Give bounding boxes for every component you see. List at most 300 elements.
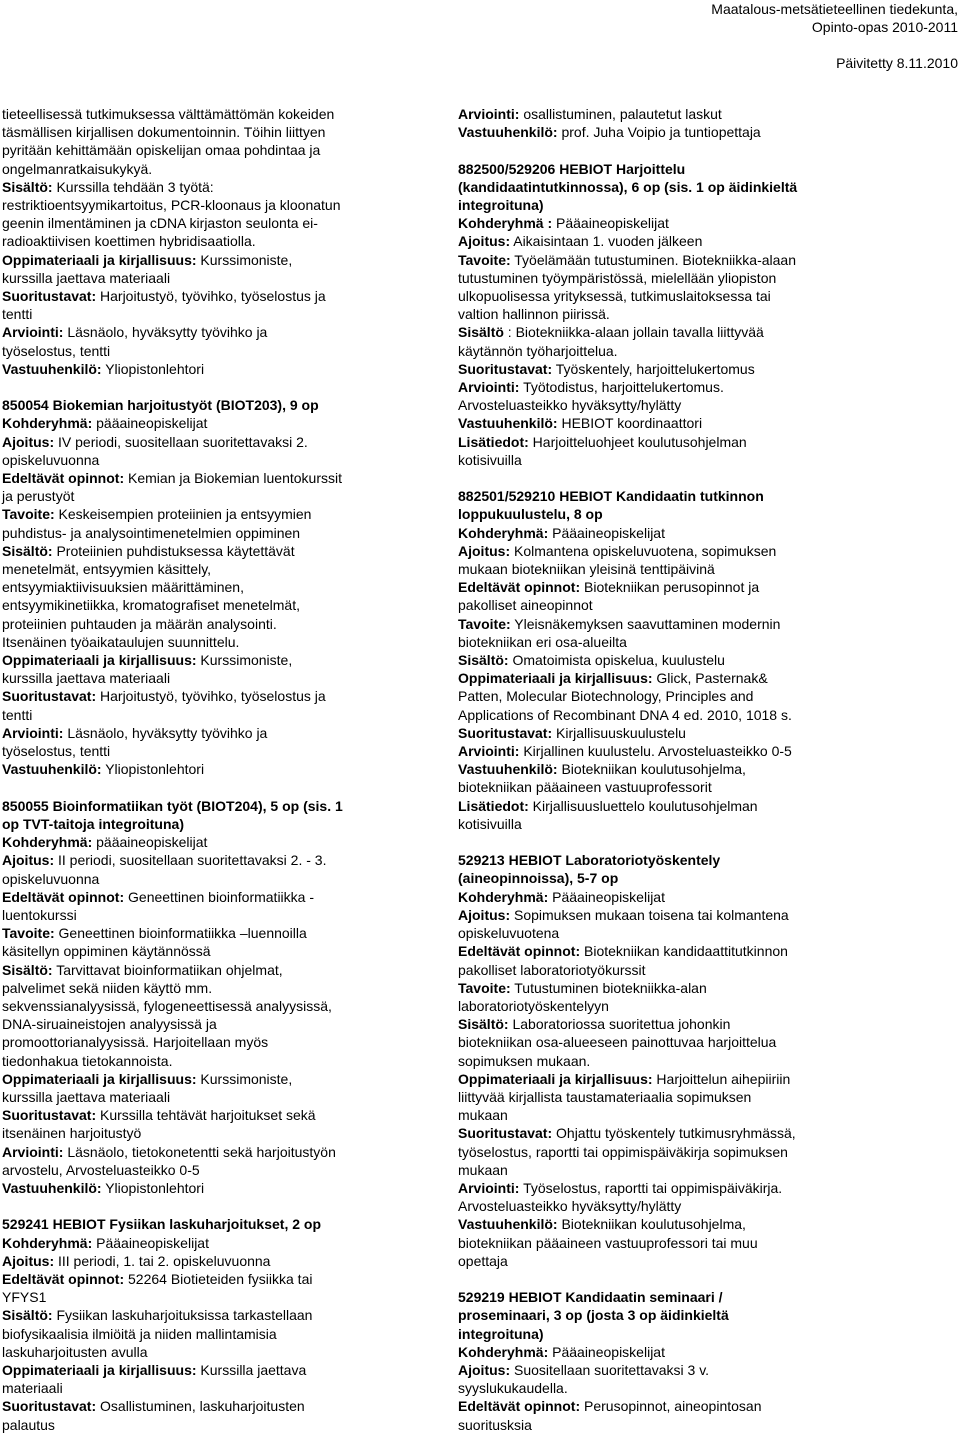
- field-label: Ajoitus:: [458, 1361, 511, 1378]
- text-line: [2, 924, 397, 942]
- text-line: [458, 1143, 858, 1161]
- text-line: [2, 760, 397, 778]
- field-text: Geneettinen bioinformatiikka –luennoilla: [54, 925, 307, 942]
- field-label: Oppimateriaali ja kirjallisuus:: [458, 1070, 653, 1087]
- text-line: [458, 269, 858, 287]
- text-line: [458, 1416, 858, 1434]
- field-label: Edeltävät opinnot:: [458, 1398, 581, 1415]
- field-label: Oppimateriaali ja kirjallisuus:: [458, 670, 653, 687]
- field-label: Edeltävät opinnot:: [458, 943, 581, 960]
- field-label: Kohderyhmä:: [2, 834, 93, 851]
- guide-title: Opinto-opas 2010-2011: [811, 19, 958, 35]
- field-text: Kurssilla tehdään 3 työtä:: [52, 178, 214, 195]
- text-line: [2, 414, 397, 432]
- text-line: [2, 578, 397, 596]
- field-label: Arviointi:: [458, 106, 520, 122]
- text-line: [458, 524, 858, 542]
- text-line: [458, 451, 858, 469]
- text-line: [2, 1015, 397, 1033]
- field-label: Edeltävät opinnot:: [2, 888, 125, 905]
- course-block: [2, 105, 397, 378]
- field-text: Laboratoriossa suoritettua johonkin: [508, 1016, 731, 1033]
- field-label: Vastuuhenkilö:: [2, 360, 102, 377]
- field-text: käytännön työharjoittelua.: [458, 342, 618, 359]
- field-text: Perusopinnot, aineopintosan: [580, 1398, 762, 1415]
- field-label: Sisältö:: [2, 178, 53, 195]
- page-header: [558, 0, 958, 72]
- text-line: [2, 1161, 397, 1179]
- field-text: proteiinien puhtauden ja määrän analysointi.: [2, 615, 277, 632]
- text-line: [458, 888, 858, 906]
- text-line: [2, 942, 397, 960]
- field-label: Suoritustavat:: [2, 288, 97, 305]
- field-text: kurssilla jaettava materiaali: [2, 670, 171, 687]
- text-line: [2, 1033, 397, 1051]
- field-text: pyritään kehittämään opiskelijan omaa pohdintaa ja: [2, 142, 321, 159]
- field-text: mukaan: [458, 1161, 508, 1178]
- text-line: [2, 979, 397, 997]
- field-label: integroituna): [458, 197, 544, 213]
- field-text: Läsnäolo, tietokonetentti sekä harjoitustyön: [63, 1143, 336, 1160]
- field-text: biotekniikan pääaineen vastuuprofessori tai muu: [458, 1234, 758, 1251]
- text-line: [458, 651, 858, 669]
- field-label: Suoritustavat:: [458, 1125, 553, 1142]
- text-line: [458, 251, 858, 269]
- text-line: [2, 323, 397, 341]
- field-text: Tarvittavat bioinformatiikan ohjelmat,: [52, 961, 283, 978]
- updated-date: Päivitetty 8.11.2010: [836, 55, 958, 71]
- field-text: Tutustuminen biotekniikka-alan: [510, 979, 707, 996]
- block-spacer: [2, 1197, 397, 1215]
- field-label: 882501/529210 HEBIOT Kandidaatin tutkinnon: [458, 488, 764, 505]
- field-text: Fysiikan laskuharjoituksissa tarkastellaan: [52, 1307, 313, 1324]
- field-text: Biotekniikan perusopinnot ja: [580, 579, 760, 596]
- text-line: [458, 633, 858, 651]
- course-block: [458, 160, 858, 469]
- field-text: arvostelu, Arvosteluasteikko 0-5: [2, 1161, 200, 1178]
- text-line: [2, 906, 397, 924]
- field-text: Pääaineopiskelijat: [548, 1343, 665, 1360]
- text-line: [458, 287, 858, 305]
- text-line: [458, 1306, 858, 1324]
- field-label: Tavoite:: [458, 615, 511, 632]
- field-text: tentti: [2, 706, 33, 723]
- text-line: [2, 214, 397, 232]
- text-line: [458, 1052, 858, 1070]
- text-line: [2, 888, 397, 906]
- text-line: [458, 105, 858, 123]
- faculty-title: Maatalous-metsätieteellinen tiedekunta,: [711, 1, 958, 17]
- text-line: [2, 196, 397, 214]
- text-line: [458, 323, 858, 341]
- field-text: Kolmantena opiskeluvuotena, sopimuksen: [510, 542, 777, 559]
- text-line: [458, 433, 858, 451]
- field-text: Läsnäolo, hyväksytty työvihko ja: [63, 724, 268, 741]
- field-text: Ohjattu työskentely tutkimusryhmässä,: [552, 1125, 796, 1142]
- text-line: [2, 833, 397, 851]
- left-column: [2, 105, 397, 1434]
- course-block: [2, 1215, 397, 1433]
- text-line: [458, 1361, 858, 1379]
- text-line: [458, 505, 858, 523]
- field-text: IV periodi, suositellaan suoritettavaksi 2.: [54, 433, 308, 450]
- field-label: Oppimateriaali ja kirjallisuus:: [2, 251, 197, 268]
- field-label: Arviointi:: [458, 379, 520, 396]
- field-label: Suoritustavat:: [2, 688, 97, 705]
- field-text: tutustuminen työympäristössä, mielellään yliopiston: [458, 269, 777, 286]
- text-line: [2, 1325, 397, 1343]
- text-line: [458, 578, 858, 596]
- text-line: [458, 1325, 858, 1343]
- text-line: [458, 160, 858, 178]
- field-label: Sisältö: [458, 324, 504, 341]
- field-text: promoottorianalyysissä. Harjoitellaan myös: [2, 1034, 269, 1051]
- text-line: [458, 1124, 858, 1142]
- field-text: Harjoittelun aihepiiriin: [652, 1070, 791, 1087]
- field-label: Vastuuhenkilö:: [2, 1179, 102, 1196]
- block-spacer: [458, 469, 858, 487]
- field-label: Arviointi:: [2, 324, 64, 341]
- block-spacer: [2, 779, 397, 797]
- field-text: Työskentely, harjoittelukertomus: [552, 360, 755, 377]
- field-text: restriktioentsyymikartoitus, PCR-kloonaus ja kloonatun: [2, 197, 341, 214]
- field-text: pääaineopiskelijat: [92, 415, 208, 432]
- text-line: [458, 851, 858, 869]
- text-line: [458, 1161, 858, 1179]
- field-text: osallistuminen, palautetut laskut: [519, 106, 722, 122]
- field-label: Suoritustavat:: [458, 360, 553, 377]
- field-text: Pääaineopiskelijat: [548, 524, 665, 541]
- field-text: 52264 Biotieteiden fysiikka tai: [124, 1270, 313, 1287]
- field-text: luentokurssi: [2, 906, 77, 923]
- field-label: Kohderyhmä :: [458, 215, 553, 232]
- field-text: Applications of Recombinant DNA 4 ed. 2010, 1018 s.: [458, 706, 792, 723]
- text-line: [2, 1361, 397, 1379]
- field-text: biofysikaalisia ilmiöitä ja niiden mallintamisia: [2, 1325, 277, 1342]
- field-text: Harjoitustyö, työvihko, työselostus ja: [96, 688, 326, 705]
- text-line: [458, 961, 858, 979]
- course-block: [458, 105, 858, 141]
- field-text: DNA-siruaineistojen analyysissä ja: [2, 1016, 217, 1033]
- field-text: entsyymikinetiikka, kromatografiset menetelmät,: [2, 597, 300, 614]
- text-line: [2, 997, 397, 1015]
- field-text: opiskeluvuonna: [2, 870, 100, 887]
- field-label: Kohderyhmä:: [458, 1343, 549, 1360]
- text-line: [2, 251, 397, 269]
- field-text: ulkopuolisessa yrityksessä, tutkimuslaitoksessa tai: [458, 288, 771, 305]
- field-text: Pääaineopiskelijat: [552, 215, 669, 232]
- field-text: geenin ilmentäminen ja cDNA kirjaston seulonta ei-: [2, 215, 318, 232]
- text-line: [2, 742, 397, 760]
- text-line: [458, 560, 858, 578]
- text-line: [458, 396, 858, 414]
- text-line: [2, 1234, 397, 1252]
- course-block: [2, 797, 397, 1197]
- text-line: [2, 870, 397, 888]
- text-line: [458, 1397, 858, 1415]
- text-line: [458, 1179, 858, 1197]
- field-text: Sopimuksen mukaan toisena tai kolmantena: [510, 906, 789, 923]
- text-line: [458, 123, 858, 141]
- text-line: [2, 961, 397, 979]
- field-text: tiedonhakua tietokannoista.: [2, 1052, 173, 1069]
- field-text: itsenäinen harjoitustyö: [2, 1125, 142, 1142]
- field-label: Ajoitus:: [458, 233, 511, 250]
- field-text: : Biotekniikka-alaan jollain tavalla liittyvää: [503, 324, 764, 341]
- field-label: Ajoitus:: [2, 433, 55, 450]
- field-label: op TVT-taitoja integroituna): [2, 815, 184, 832]
- field-text: mukaan biotekniikan yleisinä tenttipäivinä: [458, 561, 715, 578]
- text-line: [458, 742, 858, 760]
- field-label: Vastuuhenkilö:: [2, 761, 102, 778]
- text-line: [458, 1033, 858, 1051]
- field-text: Kirjallinen kuulustelu. Arvosteluasteikko 0-5: [519, 743, 792, 760]
- field-text: biotekniikan osa-alueeseen painottuvaa harjoittelua: [458, 1034, 777, 1051]
- field-label: Kohderyhmä:: [458, 888, 549, 905]
- field-label: Suoritustavat:: [2, 1107, 97, 1124]
- field-text: Työselostus, raportti tai oppimispäiväkirja.: [519, 1179, 783, 1196]
- block-spacer: [458, 141, 858, 159]
- field-text: Yliopistonlehtori: [101, 1179, 205, 1196]
- field-label: 529213 HEBIOT Laboratoriotyöskentely: [458, 852, 721, 869]
- text-line: [458, 997, 858, 1015]
- text-line: [2, 1252, 397, 1270]
- field-label: Kohderyhmä:: [2, 1234, 93, 1251]
- field-label: Edeltävät opinnot:: [2, 1270, 125, 1287]
- text-line: [458, 669, 858, 687]
- field-label: Suoritustavat:: [458, 724, 553, 741]
- field-text: HEBIOT koordinaattori: [557, 415, 703, 432]
- text-line: [2, 123, 397, 141]
- text-line: [458, 596, 858, 614]
- text-line: [2, 305, 397, 323]
- text-line: [458, 778, 858, 796]
- field-label: 529241 HEBIOT Fysiikan laskuharjoitukset, 2 op: [2, 1216, 322, 1233]
- course-block: [458, 851, 858, 1270]
- text-line: [2, 1052, 397, 1070]
- right-column: [458, 105, 858, 1434]
- text-line: [2, 633, 397, 651]
- field-text: Arvosteluasteikko hyväksytty/hylätty: [458, 397, 682, 414]
- field-text: Harjoitustyö, työvihko, työselostus ja: [96, 288, 326, 305]
- field-text: Kurssimoniste,: [196, 251, 293, 268]
- field-text: täsmällisen kirjallisen dokumentoinnin. Töihin liittyen: [2, 124, 326, 141]
- field-text: biotekniikan pääaineen vastuuprofessorit: [458, 779, 712, 796]
- text-line: [458, 924, 858, 942]
- text-line: [2, 851, 397, 869]
- text-line: [458, 869, 858, 887]
- field-text: Pääaineopiskelijat: [92, 1234, 209, 1251]
- field-label: Vastuuhenkilö:: [458, 415, 558, 432]
- field-text: Biotekniikan koulutusohjelma,: [557, 761, 746, 778]
- field-text: pääaineopiskelijat: [92, 834, 208, 851]
- field-label: (aineopinnoissa), 5-7 op: [458, 870, 619, 887]
- field-text: Osallistuminen, laskuharjoitusten: [96, 1398, 305, 1415]
- field-label: Edeltävät opinnot:: [2, 470, 125, 487]
- field-text: Yliopistonlehtori: [101, 360, 205, 377]
- text-line: [458, 815, 858, 833]
- course-block: [2, 396, 397, 778]
- field-label: Ajoitus:: [2, 1252, 55, 1269]
- text-line: [2, 1088, 397, 1106]
- text-line: [2, 1124, 397, 1142]
- text-line: [2, 596, 397, 614]
- field-label: Suoritustavat:: [2, 1398, 97, 1415]
- field-label: Tavoite:: [2, 506, 55, 523]
- field-text: syyslukukaudella.: [458, 1380, 568, 1397]
- field-label: Vastuuhenkilö:: [458, 124, 558, 141]
- text-line: [2, 396, 397, 414]
- field-label: Sisältö:: [458, 652, 509, 669]
- text-line: [458, 232, 858, 250]
- field-text: Biotekniikan kandidaattitutkinnon: [580, 943, 788, 960]
- field-label: Lisätiedot:: [458, 797, 529, 814]
- text-line: [458, 1252, 858, 1270]
- field-text: palautus: [2, 1416, 55, 1433]
- text-line: [2, 160, 397, 178]
- field-text: opettaja: [458, 1252, 508, 1269]
- text-line: [458, 1343, 858, 1361]
- field-text: menetelmät, entsyymien käsittely,: [2, 561, 212, 578]
- field-text: Itsenäinen työaikataulujen suunnittelu.: [2, 633, 240, 650]
- text-line: [2, 1379, 397, 1397]
- text-line: [458, 487, 858, 505]
- field-text: sekvenssianalyysissä, fylogeneettisessä analyysissä,: [2, 997, 332, 1014]
- text-line: [2, 815, 397, 833]
- text-line: [458, 1288, 858, 1306]
- field-text: Yliopistonlehtori: [101, 761, 205, 778]
- field-label: Sisältö:: [2, 542, 53, 559]
- text-line: [2, 797, 397, 815]
- field-text: Pääaineopiskelijat: [548, 888, 665, 905]
- field-text: valtion hallinnon piirissä.: [458, 306, 610, 323]
- text-line: [458, 1070, 858, 1088]
- text-line: [2, 687, 397, 705]
- field-label: Sisältö:: [2, 961, 53, 978]
- field-text: Harjoitteluohjeet koulutusohjelman: [528, 433, 747, 450]
- field-text: tieteellisessä tutkimuksessa välttämättömän kokeiden: [2, 106, 335, 122]
- field-label: Oppimateriaali ja kirjallisuus:: [2, 1070, 197, 1087]
- field-text: käsitellyn oppiminen käytännössä: [2, 943, 211, 960]
- field-label: 882500/529206 HEBIOT Harjoittelu: [458, 160, 686, 177]
- field-label: proseminaari, 3 op (josta 3 op äidinkieltä: [458, 1307, 729, 1324]
- text-line: [458, 1197, 858, 1215]
- field-label: integroituna): [458, 1325, 544, 1342]
- field-text: työselostus, raportti tai oppimispäiväkirja sopimuksen: [458, 1143, 788, 1160]
- text-line: [2, 141, 397, 159]
- field-text: YFYS1: [2, 1289, 47, 1306]
- field-text: suoritusksia: [458, 1416, 532, 1433]
- text-line: [2, 706, 397, 724]
- text-line: [458, 360, 858, 378]
- field-text: III periodi, 1. tai 2. opiskeluvuonna: [54, 1252, 271, 1269]
- text-line: [458, 724, 858, 742]
- field-label: 850055 Bioinformatiikan työt (BIOT204), 5 op (sis. 1: [2, 797, 343, 814]
- text-line: [2, 451, 397, 469]
- text-line: [458, 1234, 858, 1252]
- text-line: [2, 560, 397, 578]
- field-text: mukaan: [458, 1107, 508, 1124]
- text-line: [458, 305, 858, 323]
- field-text: radioaktiivisen koettimen hybridisaatiolla.: [2, 233, 256, 250]
- text-line: [458, 942, 858, 960]
- field-text: Keskeisempien proteiinien ja entsyymien: [54, 506, 312, 523]
- text-line: [2, 269, 397, 287]
- text-line: [2, 524, 397, 542]
- field-text: tentti: [2, 306, 33, 323]
- block-spacer: [2, 378, 397, 396]
- field-text: opiskeluvuonna: [2, 451, 100, 468]
- field-text: palvelimet sekä niiden käyttö mm.: [2, 979, 213, 996]
- text-line: [458, 906, 858, 924]
- field-text: laskuharjoitusten avulla: [2, 1343, 148, 1360]
- text-line: [458, 1215, 858, 1233]
- text-line: [458, 1088, 858, 1106]
- field-label: Tavoite:: [458, 979, 511, 996]
- field-text: Patten, Molecular Biotechnology, Principles and: [458, 688, 754, 705]
- block-spacer: [458, 833, 858, 851]
- text-line: [2, 1106, 397, 1124]
- text-line: [2, 724, 397, 742]
- field-text: kurssilla jaettava materiaali: [2, 1088, 171, 1105]
- text-line: [2, 1179, 397, 1197]
- field-label: Arviointi:: [2, 724, 64, 741]
- field-text: pakolliset laboratoriotyökurssit: [458, 961, 646, 978]
- text-line: [458, 615, 858, 633]
- field-label: Sisältö:: [458, 1016, 509, 1033]
- field-text: työselostus, tentti: [2, 342, 111, 359]
- text-line: [458, 542, 858, 560]
- text-line: [458, 1379, 858, 1397]
- field-label: Vastuuhenkilö:: [458, 761, 558, 778]
- field-text: Kurssilla tehtävät harjoitukset sekä: [96, 1107, 316, 1124]
- field-text: entsyymiaktiivisuuksien määrittäminen,: [2, 579, 244, 596]
- field-text: Omatoimista opiskelua, kuulustelu: [508, 652, 725, 669]
- field-text: Kurssimoniste,: [196, 1070, 293, 1087]
- field-label: Edeltävät opinnot:: [458, 579, 581, 596]
- text-line: [2, 1397, 397, 1415]
- field-text: II periodi, suositellaan suoritettavaksi 2. - 3.: [54, 852, 327, 869]
- text-line: [2, 487, 397, 505]
- course-block: [458, 487, 858, 833]
- field-label: Tavoite:: [458, 251, 511, 268]
- field-text: Läsnäolo, hyväksytty työvihko ja: [63, 324, 268, 341]
- field-text: Työelämään tutustuminen. Biotekniikka-alaan: [510, 251, 796, 268]
- field-label: Tavoite:: [2, 925, 55, 942]
- field-text: biotekniikan eri osa-alueilta: [458, 633, 627, 650]
- field-text: Yleisnäkemyksen saavuttaminen modernin: [510, 615, 781, 632]
- text-line: [2, 1070, 397, 1088]
- field-label: Vastuuhenkilö:: [458, 1216, 558, 1233]
- text-line: [2, 1288, 397, 1306]
- field-label: (kandidaatintutkinnossa), 6 op (sis. 1 op äidinkieltä: [458, 178, 798, 195]
- text-line: [2, 1143, 397, 1161]
- field-text: materiaali: [2, 1380, 63, 1397]
- field-label: Oppimateriaali ja kirjallisuus:: [2, 1361, 197, 1378]
- field-text: Kurssilla jaettava: [196, 1361, 307, 1378]
- text-line: [2, 651, 397, 669]
- text-line: [458, 797, 858, 815]
- field-text: ja perustyöt: [2, 488, 75, 505]
- text-line: [2, 542, 397, 560]
- text-line: [458, 687, 858, 705]
- text-line: [458, 1015, 858, 1033]
- field-label: Ajoitus:: [2, 852, 55, 869]
- text-line: [2, 433, 397, 451]
- text-line: [2, 105, 397, 123]
- text-line: [2, 669, 397, 687]
- text-line: [2, 1416, 397, 1434]
